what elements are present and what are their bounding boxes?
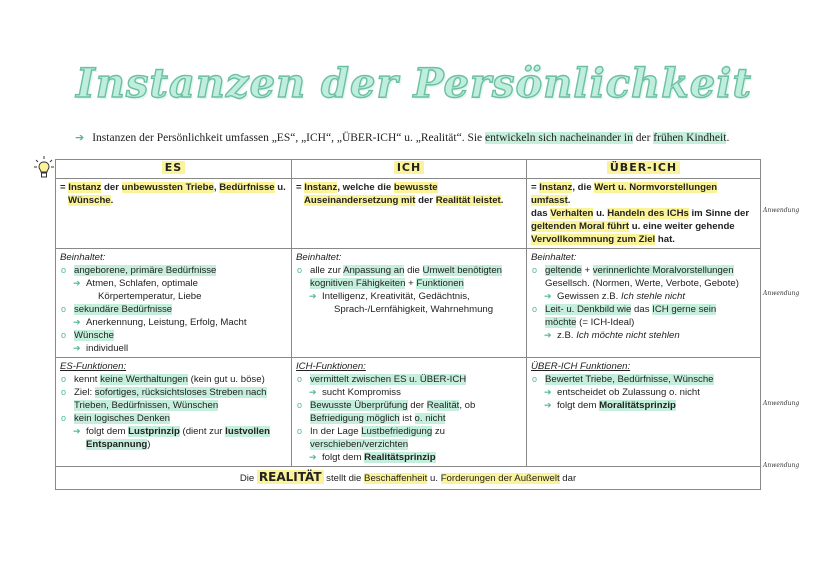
ueber-ich-funktionen: ÜBER-ICH Funktionen: o Bewertet Triebe, Bedürfnisse, Wünsche ➔ entscheidet ob Zulassung o. nicht ➔ folgt dem Moralitätsprinzip [527, 358, 761, 467]
es-definition: = Instanz der unbewussten Triebe, Bedürfnisse u. Wünsche. [56, 179, 292, 249]
side-note-anwendung: Anwendung [763, 207, 800, 214]
instanzen-table [55, 159, 761, 490]
ich-beinhaltet: Beinhaltet: o alle zur Anpassung an die Umwelt benötigten kognitiven Fähigkeiten + Funktionen ➔ Intelligenz, Kreativität, Gedächtnis, Sprach-/Lernfähigkeit, Wahrnehmung [292, 249, 527, 358]
side-note-anwendung: Anwendung [763, 400, 800, 407]
es-beinhaltet: Beinhaltet: o angeborene, primäre Bedürfnisse ➔ Atmen, Schlafen, optimale Körpertemperatur, Liebe o sekundäre Bedürfnisse ➔ Anerkennung, Leistung, Erfolg, Macht o Wünsche ➔ individuell [56, 249, 292, 358]
realitaet-row: Die REALITÄT stellt die Beschaffenheit u. Forderungen der Außenwelt dar [56, 467, 761, 490]
side-note-anwendung: Anwendung [763, 290, 800, 297]
lightbulb-icon [33, 155, 55, 181]
ich-definition: = Instanz, welche die bewusste Auseinandersetzung mit der Realität leistet. [292, 179, 527, 249]
header-es: ES [56, 160, 292, 179]
ich-funktionen: ICH-Funktionen: o vermittelt zwischen ES u. ÜBER-ICH ➔ sucht Kompromiss o Bewusste Überprüfung der Realität, ob Befriedigung möglich ist o. nicht o In der Lage Lustbefriedigung zu verschieben/verzichten ➔ folgt dem Realitätsprinzip [292, 358, 527, 467]
side-note-anwendung: Anwendung [763, 462, 800, 469]
es-funktionen: ES-Funktionen: o kennt keine Werthaltungen (kein gut u. böse) o Ziel: sofortiges, rücksichtsloses Streben nach Trieben, Bedürfnissen, Wünschen o kein logisches Denken ➔ folgt dem Lustprinzip (dient zur lustvollen Entspannung) [56, 358, 292, 467]
header-ueber-ich: ÜBER-ICH [527, 160, 761, 179]
page-title: Instanzen der Persönlichkeit [76, 60, 752, 107]
arrow-right-icon: ➔ [75, 131, 85, 144]
ueber-ich-beinhaltet: Beinhaltet: o geltende + verinnerlichte Moralvorstellungen Gesellsch. (Normen, Werte, Verbote, Gebote) ➔ Gewissen z.B. Ich stehle nicht o Leit- u. Denkbild wie das ICH gerne sein möchte (= ICH-Ideal) ➔ z.B. Ich möchte nicht stehlen [527, 249, 761, 358]
intro-line: ➔ Instanzen der Persönlichkeit umfassen „ES“, „ICH“, „ÜBER-ICH“ u. „Realität“. Sie entwickeln sich nacheinander in der frühen Kindheit. [75, 131, 730, 144]
header-ich: ICH [292, 160, 527, 179]
ueber-ich-definition: = Instanz, die Wert u. Normvorstellungen umfasst. das Verhalten u. Handeln des ICHs im Sinne der geltenden Moral führt u. eine weiter gehende Vervollkommnung zum Ziel hat. [527, 179, 761, 249]
